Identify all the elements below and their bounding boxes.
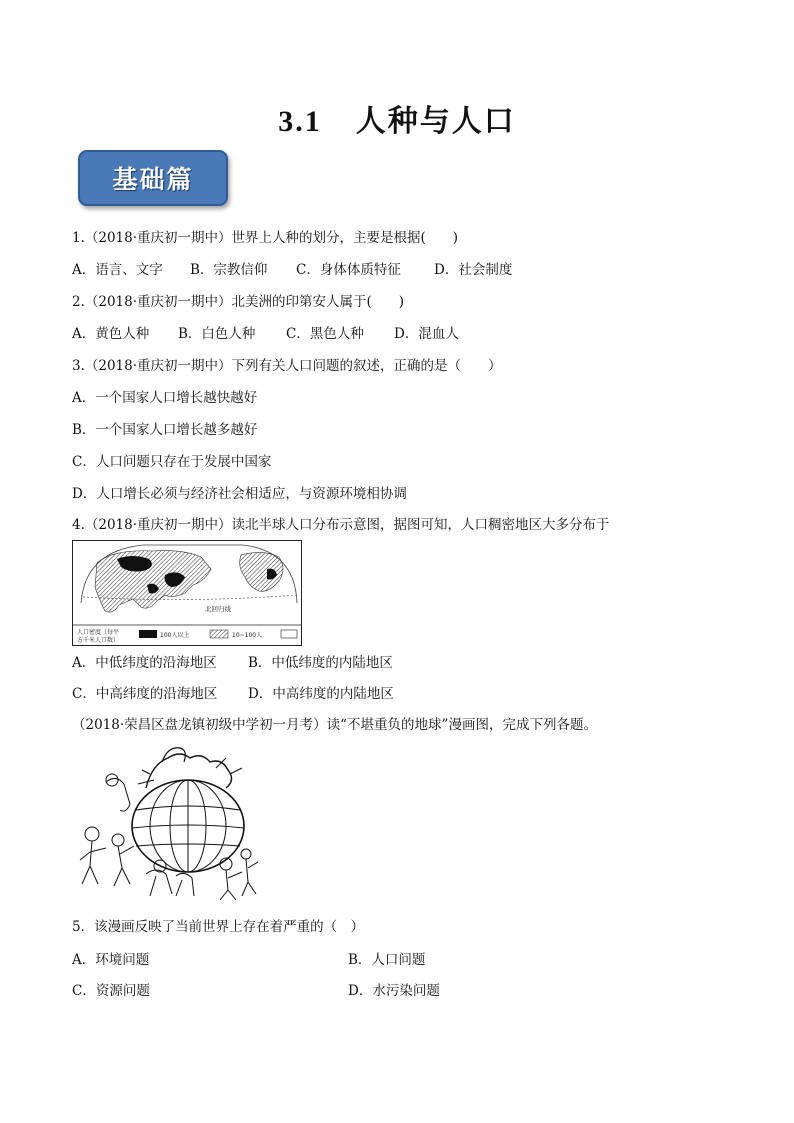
group-intro: （2018·荣昌区盘龙镇初级中学初一月考）读“不堪重负的地球”漫画图，完成下列各题。 (72, 717, 597, 733)
q4-option-d[interactable]: D．中高纬度的内陆地区 (248, 686, 394, 702)
q5-option-b[interactable]: B．人口问题 (348, 952, 426, 968)
cartoon-figure-bottom-2 (176, 873, 194, 896)
q2-stem: 2.（2018·重庆初一期中）北美洲的印第安人属于( ) (72, 294, 405, 310)
map-legend-title-1: 人口密度（每平 (77, 629, 120, 636)
map-legend-high-swatch (139, 630, 157, 638)
q4-option-b[interactable]: B．中低纬度的内陆地区 (248, 655, 393, 671)
q3-option-d[interactable]: D．人口增长必须与经济社会相适应，与资源环境相协调 (72, 486, 407, 502)
cartoon-head-left-2 (112, 834, 124, 846)
q2-option-c[interactable]: C．黑色人种 (286, 326, 364, 342)
q5-option-c[interactable]: C．资源问题 (72, 983, 150, 999)
q4-option-c[interactable]: C．中高纬度的沿海地区 (72, 686, 218, 702)
q1-option-a[interactable]: A．语言、文字 (72, 262, 163, 278)
q1-options (72, 261, 512, 279)
cartoon-body-left (80, 841, 106, 884)
q4-options-row-2 (72, 685, 394, 703)
map-tropic-label: 北回归线 (205, 605, 231, 613)
map-legend-high: 100人以上 (160, 632, 190, 639)
q5-option-d[interactable]: D．水污染问题 (348, 983, 440, 999)
title-text: 人种与人口 (355, 104, 516, 139)
cartoon-body-left-2 (114, 846, 134, 886)
section-badge (78, 150, 228, 206)
q4-option-a[interactable]: A．中低纬度的沿海地区 (72, 655, 217, 671)
cartoon-figure-bottom-1 (146, 870, 172, 896)
map-legend-mid-swatch (210, 630, 228, 638)
cartoon-head-right (241, 849, 251, 859)
q5-options-row-2 (72, 982, 440, 1000)
cartoon-head-left (85, 827, 99, 841)
q1-stem: 1.（2018·重庆初一期中）世界上人种的划分，主要是根据( ) (72, 230, 459, 246)
map-legend-mid: 10~100人 (232, 632, 263, 639)
map-north-america (240, 552, 283, 591)
section-badge-label: 基础篇 (112, 165, 194, 194)
title-number: 3.1 (278, 105, 322, 138)
q1-option-c[interactable]: C．身体体质特征 (296, 262, 401, 278)
q4-stem: 4.（2018·重庆初一期中）读北半球人口分布示意图，据图可知，人口稠密地区大多分布于 (72, 517, 610, 533)
map-eurasia (95, 551, 211, 613)
q5-option-a[interactable]: A．环境问题 (72, 952, 150, 968)
population-map (72, 540, 302, 646)
q2-option-b[interactable]: B．白色人种 (178, 326, 256, 342)
q5-stem: 5．该漫画反映了当前世界上存在着严重的（ ） (72, 919, 365, 935)
q4-options-row-1 (72, 654, 393, 672)
q3-option-c[interactable]: C．人口问题只存在于发展中国家 (72, 454, 272, 470)
cartoon-head-upper-left (106, 774, 118, 786)
cartoon-body-right (242, 859, 258, 896)
q3-option-a[interactable]: A．一个国家人口增长越快越好 (72, 390, 258, 406)
q3-option-b[interactable]: B．一个国家人口增长越多越好 (72, 422, 258, 438)
cartoon-figure-upper-left (106, 778, 130, 811)
cartoon-body-bottom-2 (220, 870, 242, 900)
q3-stem: 3.（2018·重庆初一期中）下列有关人口问题的叙述，正确的是（ ） (72, 358, 502, 374)
q1-option-d[interactable]: D．社会制度 (434, 262, 513, 278)
page-title (0, 96, 794, 140)
map-legend-low-swatch (281, 630, 297, 638)
population-map-figure (73, 541, 301, 645)
map-legend-title-2: 方千米人口数） (77, 637, 120, 644)
q2-option-d[interactable]: D．混血人 (394, 326, 459, 342)
q2-options (72, 325, 459, 343)
q1-option-b[interactable]: B．宗教信仰 (190, 262, 268, 278)
q5-options-row-1 (72, 951, 425, 969)
cartoon-figure (76, 744, 262, 902)
q2-option-a[interactable]: A．黄色人种 (72, 326, 150, 342)
cartoon-crowd-top (146, 754, 232, 788)
overburdened-earth-cartoon (76, 744, 262, 902)
